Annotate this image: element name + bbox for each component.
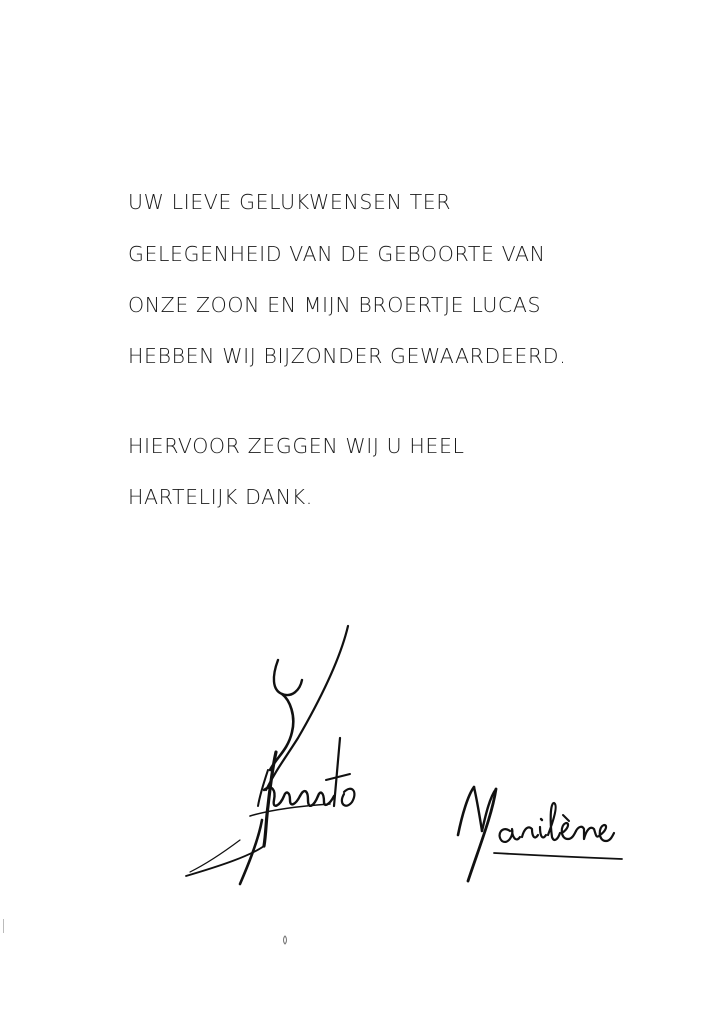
message-line-1: UW LIEVE GELUKWENSEN TER (128, 190, 452, 214)
signature-right (450, 775, 630, 890)
small-mark (282, 930, 288, 940)
message-line-5: HIERVOOR ZEGGEN WIJ U HEEL (128, 434, 465, 458)
message-line-3: ONZE ZOON EN MIJN BROERTJE LUCAS (128, 293, 542, 317)
signature-left-drawing (180, 620, 370, 890)
signature-right-drawing (450, 775, 630, 890)
edge-mark (2, 918, 5, 932)
signature-left (180, 620, 370, 890)
message-line-4: HEBBEN WIJ BIJZONDER GEWAARDEERD. (128, 344, 567, 368)
message-line-6: HARTELIJK DANK. (128, 485, 313, 509)
message-line-2: GELEGENHEID VAN DE GEBOORTE VAN (128, 242, 546, 266)
